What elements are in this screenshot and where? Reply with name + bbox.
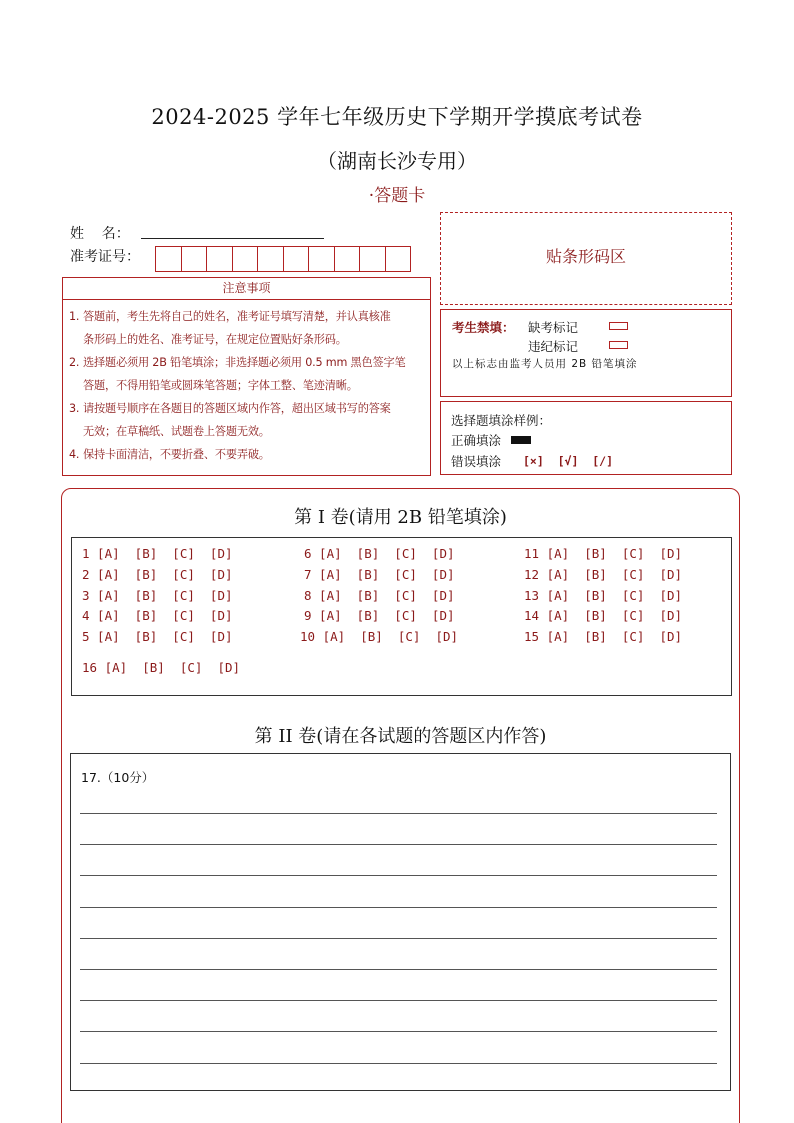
wrong-label: 错误填涂 — [451, 454, 502, 469]
id-digit-box[interactable] — [334, 246, 361, 272]
id-digit-box[interactable] — [181, 246, 208, 272]
id-digit-box[interactable] — [257, 246, 284, 272]
choice-row[interactable]: 9 [A] [B] [C] [D] — [304, 608, 455, 623]
notice-title: 注意事项 — [62, 277, 431, 300]
sample-title: 选择题填涂样例： — [451, 413, 552, 428]
choice-row[interactable]: 12 [A] [B] [C] [D] — [524, 567, 683, 582]
ban-label: 考生禁填： — [452, 320, 515, 335]
filled-mark-icon — [511, 436, 531, 444]
absent-mark-box[interactable] — [609, 322, 628, 330]
id-digit-box[interactable] — [385, 246, 412, 272]
answer-box-17[interactable] — [70, 753, 731, 1091]
id-digit-box[interactable] — [155, 246, 182, 272]
writing-line — [80, 813, 717, 814]
page-subtitle: （湖南长沙专用） — [317, 149, 477, 173]
writing-line — [80, 969, 717, 970]
choice-row[interactable]: 1 [A] [B] [C] [D] — [82, 546, 233, 561]
id-digit-box[interactable] — [308, 246, 335, 272]
choice-row[interactable]: 10 [A] [B] [C] [D] — [300, 629, 459, 644]
notice-item: 3. 请按题号顺序在各题目的答题区域内作答，超出区域书写的答案 — [69, 402, 391, 415]
choice-row[interactable]: 14 [A] [B] [C] [D] — [524, 608, 683, 623]
choice-row[interactable]: 8 [A] [B] [C] [D] — [304, 588, 455, 603]
part1-title: 第 I 卷(请用 2B 铅笔填涂) — [294, 507, 507, 528]
absent-label: 缺考标记 — [528, 320, 579, 335]
choice-row[interactable]: 7 [A] [B] [C] [D] — [304, 567, 455, 582]
writing-line — [80, 875, 717, 876]
violation-label: 违纪标记 — [528, 339, 579, 354]
notice-item: 4. 保持卡面清洁，不要折叠、不要弄破。 — [69, 448, 270, 461]
id-label: 准考证号： — [70, 249, 140, 265]
choice-row[interactable]: 11 [A] [B] [C] [D] — [524, 546, 683, 561]
id-digit-box[interactable] — [283, 246, 310, 272]
writing-line — [80, 938, 717, 939]
choice-grid — [71, 537, 732, 696]
name-field[interactable] — [141, 238, 324, 239]
part2-title: 第 II 卷(请在各试题的答题区内作答) — [254, 726, 547, 747]
wrong-marks: [×] [√] [/] — [523, 454, 614, 468]
choice-row[interactable]: 15 [A] [B] [C] [D] — [524, 629, 683, 644]
id-digit-box[interactable] — [232, 246, 259, 272]
id-number-boxes[interactable] — [155, 246, 410, 272]
id-digit-box[interactable] — [206, 246, 233, 272]
page-title: 2024-2025 学年七年级历史下学期开学摸底考试卷 — [151, 105, 643, 129]
notice-item: 2. 选择题必须用 2B 铅笔填涂；非选择题必须用 0.5 mm 黑色签字笔 — [69, 356, 406, 369]
writing-line — [80, 1063, 717, 1064]
writing-line — [80, 1000, 717, 1001]
choice-row[interactable]: 2 [A] [B] [C] [D] — [82, 567, 233, 582]
notice-item-cont: 答题，不得用铅笔或圆珠笔答题；字体工整、笔迹清晰。 — [83, 379, 358, 392]
question-number: 17.（10分） — [81, 770, 155, 785]
ban-note: 以上标志由监考人员用 2B 铅笔填涂 — [452, 358, 638, 370]
writing-line — [80, 907, 717, 908]
correct-label: 正确填涂 — [451, 433, 502, 448]
ban-box — [440, 309, 732, 397]
writing-line — [80, 844, 717, 845]
notice-box — [62, 299, 431, 476]
notice-item-cont: 条形码上的姓名、准考证号，在规定位置贴好条形码。 — [83, 333, 347, 346]
sample-box — [440, 401, 732, 475]
name-label: 姓 名： — [70, 226, 130, 242]
notice-item: 1. 答题前，考生先将自己的姓名，准考证号填写清楚，并认真核准 — [69, 310, 391, 323]
card-label: ·答题卡 — [368, 186, 426, 206]
choice-row[interactable]: 5 [A] [B] [C] [D] — [82, 629, 233, 644]
choice-row[interactable]: 13 [A] [B] [C] [D] — [524, 588, 683, 603]
violation-mark-box[interactable] — [609, 341, 628, 349]
choice-row[interactable]: 3 [A] [B] [C] [D] — [82, 588, 233, 603]
choice-row[interactable]: 16 [A] [B] [C] [D] — [82, 660, 241, 675]
notice-item-cont: 无效；在草稿纸、试题卷上答题无效。 — [83, 425, 270, 438]
barcode-area: 贴条形码区 — [440, 212, 732, 305]
id-digit-box[interactable] — [359, 246, 386, 272]
choice-row[interactable]: 6 [A] [B] [C] [D] — [304, 546, 455, 561]
choice-row[interactable]: 4 [A] [B] [C] [D] — [82, 608, 233, 623]
writing-line — [80, 1031, 717, 1032]
